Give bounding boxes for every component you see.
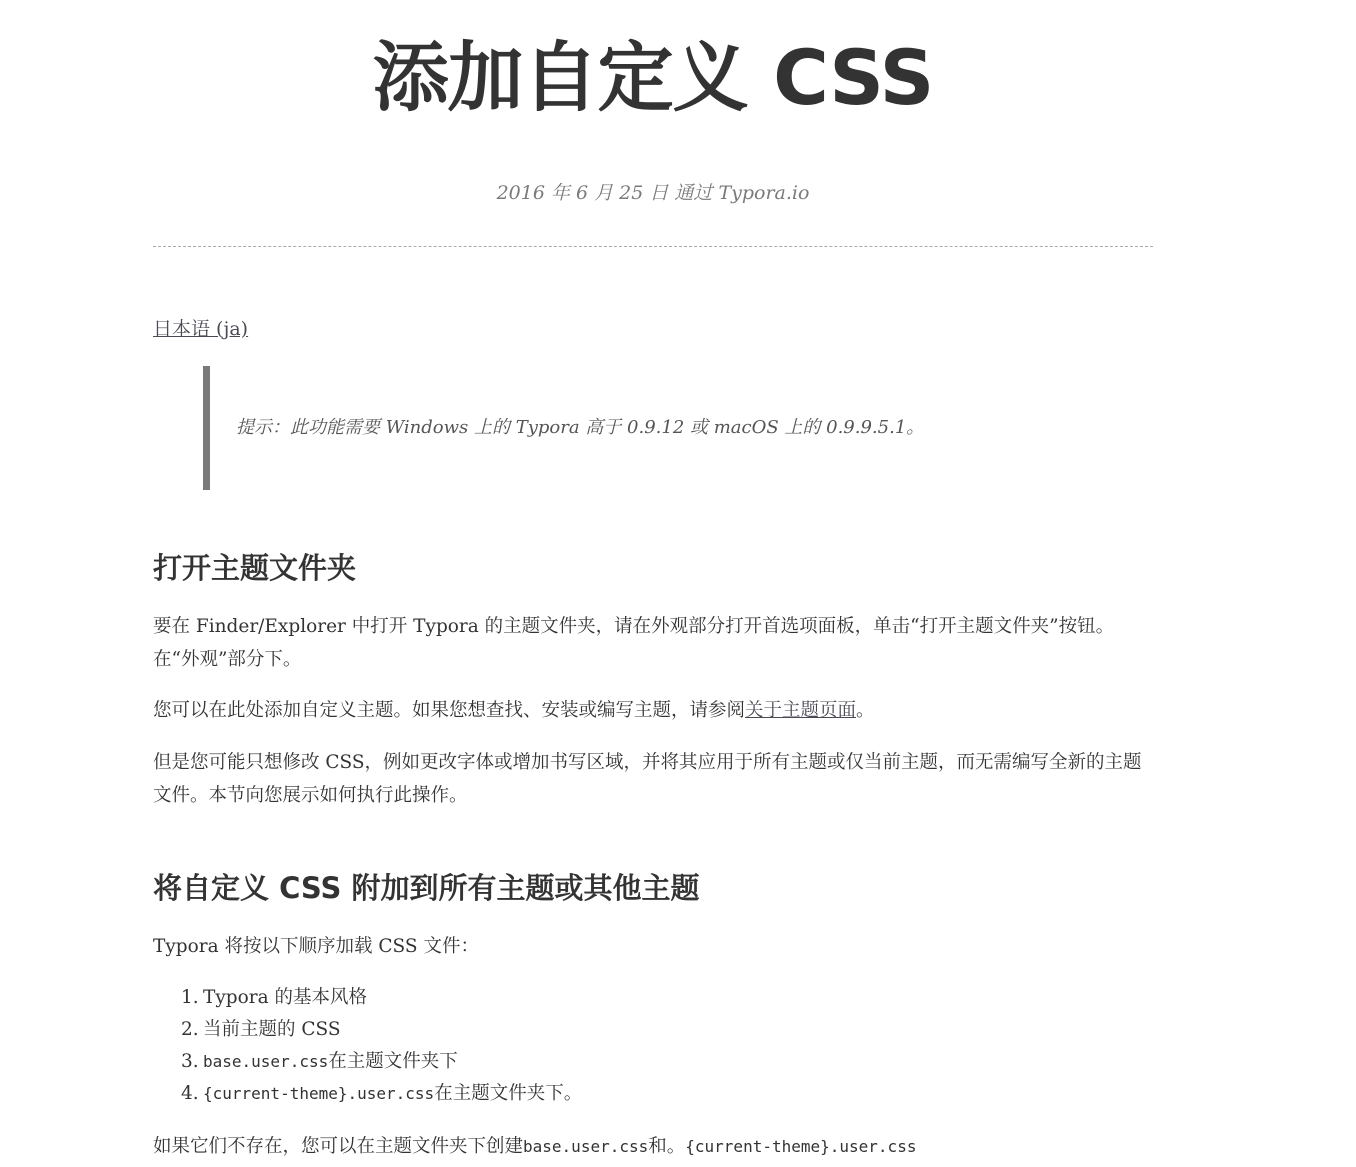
paragraph-custom-themes-end: 。 [856,700,875,721]
list-item-text: 在主题文件夹下。 [434,1083,583,1104]
list-item-text: 在主题文件夹下 [328,1051,458,1072]
list-item [153,1078,1153,1110]
about-theme-page-link[interactable]: 关于主题页面 [745,700,857,721]
tip-text: 提示：此功能需要 Windows 上的 Typora 高于 0.9.12 或 macOS 上的 0.9.9.5.1。 [236,417,925,438]
inline-code-theme-user-css: {current-theme}.user.css [685,1137,917,1156]
section-heading-open-theme-folder: 打开主题文件夹 [153,551,357,585]
post-meta: 2016 年 6 月 25 日 通过 Typora.io [496,182,810,204]
section-heading-append-custom-css: 将自定义 CSS 附加到所有主题或其他主题 [153,871,700,905]
inline-code-base-user-css: base.user.css [523,1137,649,1156]
tip-blockquote [203,366,1110,490]
paragraph-custom-themes [153,694,1153,727]
list-item-number: 2. [181,1019,199,1040]
list-item-text: 当前主题的 CSS [203,1019,341,1040]
paragraph-create-mid: 和。 [648,1136,686,1157]
list-item [153,982,1153,1014]
paragraph-modify-css: 但是您可能只想修改 CSS，例如更改字体或增加书写区域，并将其应用于所有主题或仅当前主题，而无需编写全新的主题文件。本节向您展示如何执行此操作。 [153,752,1142,806]
page-title: 添加自定义 CSS [372,33,934,122]
paragraph-custom-themes-text: 您可以在此处添加自定义主题。如果您想查找、安装或编写主题，请参阅 [153,700,746,721]
paragraph-create-user-css [153,1130,1153,1163]
list-item-text: Typora 的基本风格 [203,987,368,1008]
list-item-number: 1. [181,987,199,1008]
list-item-number: 3. [181,1051,199,1072]
paragraph-open-theme-folder: 要在 Finder/Explorer 中打开 Typora 的主题文件夹，请在外观部分打开首选项面板，单击“打开主题文件夹”按钮。在“外观”部分下。 [153,616,1115,670]
list-item-code: {current-theme}.user.css [203,1084,435,1103]
list-item-code: base.user.css [203,1052,329,1071]
list-item [153,1014,1153,1046]
load-order-list [153,982,1153,1110]
language-link-ja[interactable]: 日本语 (ja) [153,318,249,340]
list-item-number: 4. [181,1083,199,1104]
paragraph-create-text: 如果它们不存在，您可以在主题文件夹下创建 [153,1136,524,1157]
header-divider [153,246,1153,247]
list-item [153,1046,1153,1078]
paragraph-load-order-intro: Typora 将按以下顺序加载 CSS 文件： [153,936,479,957]
